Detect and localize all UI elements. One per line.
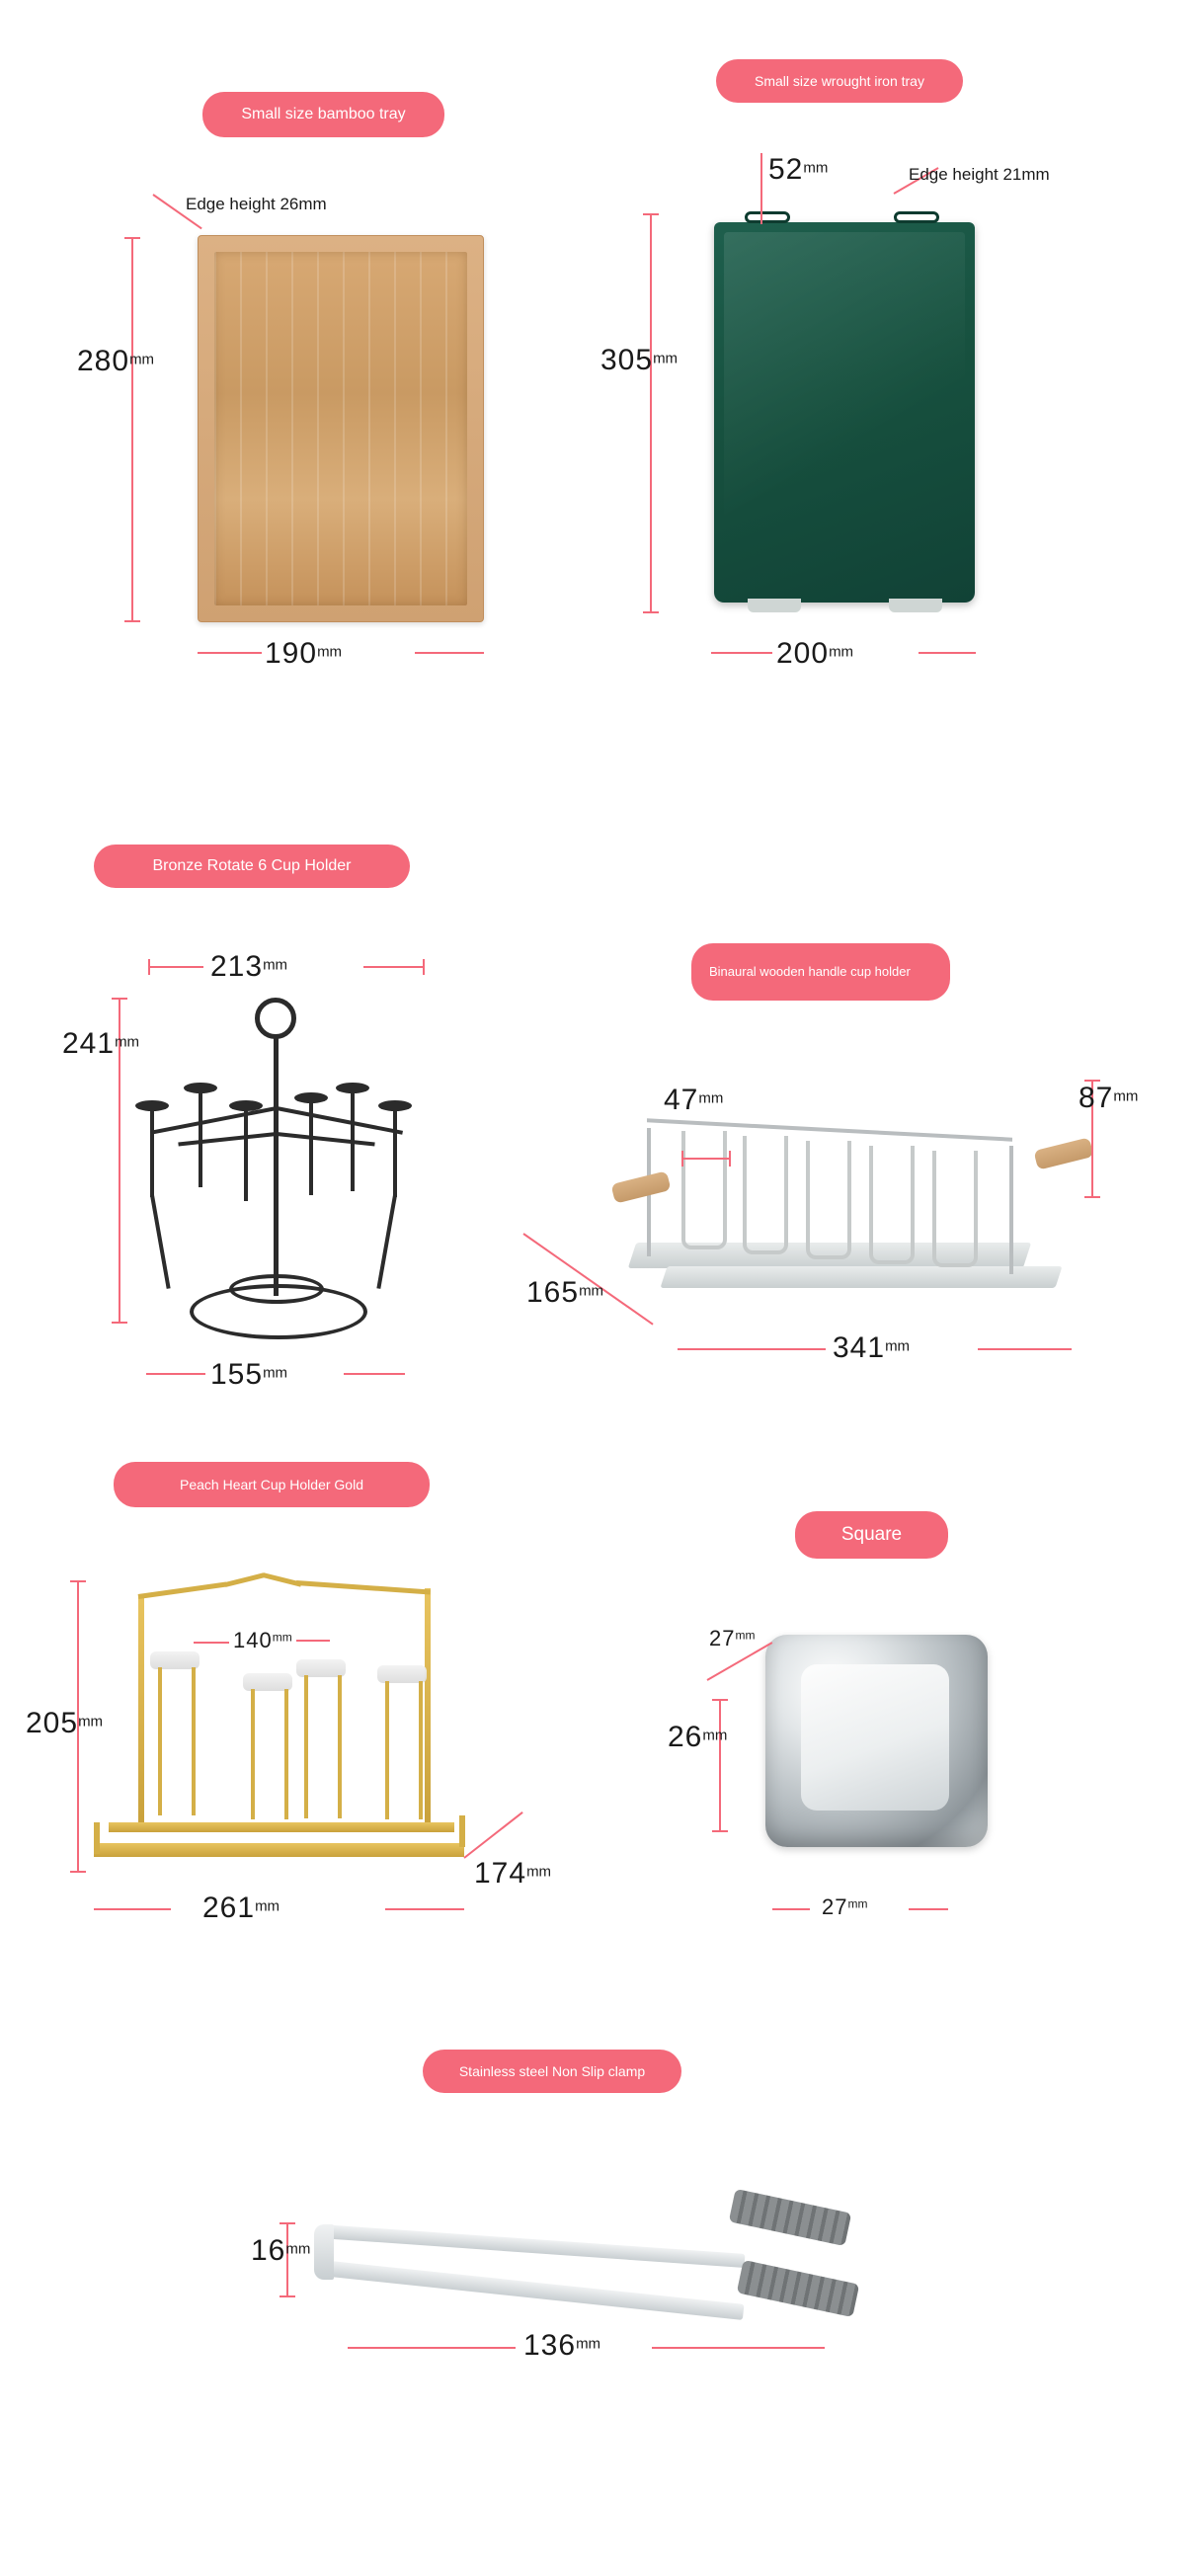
clamp-grip-upper [729, 2189, 851, 2246]
binaural-width-line-right [978, 1348, 1072, 1350]
bamboo-width-line-left [198, 652, 262, 654]
bronze-height-tick-bottom [112, 1322, 127, 1324]
peach-depth-text: 174mm [474, 1857, 552, 1890]
square-ice-cube-face [801, 1664, 949, 1811]
binaural-wire-slot-4 [869, 1146, 915, 1264]
bronze-cup-stem-4 [309, 1102, 313, 1195]
square-height-text: 26mm [668, 1721, 728, 1753]
bronze-top-width-tick-left [148, 959, 150, 975]
bronze-top-width-line-left [148, 966, 203, 968]
clamp-height-tick-top [280, 2222, 295, 2224]
bronze-arm-1 [150, 1106, 277, 1135]
bronze-base-width-line-left [146, 1373, 205, 1375]
peach-glass-stem-4a [385, 1681, 389, 1819]
peach-arch-top-left [138, 1581, 227, 1598]
bamboo-height-tick-top [124, 237, 140, 239]
square-height-line [719, 1699, 721, 1832]
iron-width-line-left [711, 652, 772, 654]
bronze-cup-stem-2 [199, 1092, 202, 1187]
peach-arch-peak-left [224, 1572, 264, 1587]
square-width-text: $27^{mm}$ [822, 1894, 868, 1919]
binaural-cup-width-line [681, 1158, 731, 1160]
peach-arch-right [425, 1588, 431, 1825]
binaural-frame-right-post [1009, 1146, 1013, 1274]
binaural-depth-text: 165mm [526, 1276, 604, 1309]
peach-glass-stem-3a [304, 1675, 308, 1818]
bronze-cup-stem-6 [393, 1110, 397, 1197]
peach-inner-width-line-left [194, 1642, 229, 1644]
iron-handle-text: 52mm [768, 153, 829, 186]
iron-tray-handle-left [745, 211, 790, 223]
bronze-top-width-tick-right [423, 959, 425, 975]
peach-depth-line [463, 1811, 522, 1859]
binaural-tray-plate-front [660, 1266, 1062, 1288]
peach-arch-top-right [296, 1580, 431, 1594]
binaural-wire-slot-1 [681, 1131, 727, 1249]
bronze-arm-4 [277, 1132, 375, 1146]
bronze-cup-stem-3 [244, 1110, 248, 1201]
label-peach-heart-holder: Peach Heart Cup Holder Gold [114, 1462, 430, 1507]
peach-glass-stem-4b [419, 1681, 423, 1819]
peach-glass-stem-2b [284, 1689, 288, 1819]
clamp-grip-lower [737, 2260, 859, 2317]
iron-handle-leader [760, 153, 762, 224]
iron-tray-foot-right [889, 599, 942, 612]
binaural-wood-handle-left [610, 1170, 671, 1203]
square-height-tick-top [712, 1699, 728, 1701]
bamboo-width-text: 190mm [265, 637, 343, 670]
bronze-cup-stem-1 [150, 1110, 154, 1197]
bronze-top-width-line-right [363, 966, 425, 968]
clamp-height-tick-bottom [280, 2295, 295, 2297]
peach-inner-width-text: $140^{mm}$ [233, 1628, 292, 1652]
bamboo-height-tick-bottom [124, 620, 140, 622]
clamp-arm-lower [320, 2260, 744, 2320]
square-thickness-text: $27^{mm}$ [709, 1626, 756, 1650]
label-bronze-holder: Bronze Rotate 6 Cup Holder [94, 845, 410, 888]
binaural-wood-handle-right [1033, 1137, 1093, 1169]
bronze-base-width-line-right [344, 1373, 405, 1375]
peach-width-text: 261mm [202, 1892, 280, 1924]
peach-arch-peak-right [262, 1572, 301, 1587]
square-ice-cube-image [765, 1635, 988, 1847]
bamboo-width-line-right [415, 652, 484, 654]
square-width-line-left [772, 1908, 810, 1910]
bronze-arm-2 [277, 1106, 403, 1135]
peach-base-side-right [459, 1815, 465, 1847]
binaural-cup-width-tick-left [681, 1151, 683, 1167]
iron-edge-text: Edge height 21mm [909, 165, 1050, 184]
binaural-wire-slot-2 [743, 1136, 788, 1254]
peach-arch-left [138, 1595, 144, 1827]
iron-tray-image [714, 222, 975, 603]
peach-inner-width-line-right [296, 1640, 330, 1642]
bamboo-height-line [131, 237, 133, 622]
bamboo-edge-text: Edge height 26mm [186, 195, 327, 213]
bronze-height-text: 241mm [62, 1027, 140, 1060]
label-bamboo-tray: Small size bamboo tray [202, 92, 444, 137]
clamp-hinge [314, 2224, 334, 2280]
bamboo-tray-surface [214, 252, 467, 605]
peach-glass-stem-1b [192, 1667, 196, 1815]
clamp-length-line-right [652, 2347, 825, 2349]
binaural-height-text: 87mm [1079, 1082, 1139, 1114]
label-binaural-holder: Binaural wooden handle cup holder [691, 943, 950, 1001]
binaural-wire-slot-5 [932, 1151, 978, 1267]
bamboo-tray-image [198, 235, 484, 622]
clamp-arm-upper [321, 2224, 746, 2268]
iron-width-line-right [919, 652, 976, 654]
bamboo-height-text: 280mm [77, 345, 155, 377]
binaural-cup-width-tick-right [729, 1151, 731, 1167]
label-square-ice-cube: Square [795, 1511, 948, 1559]
label-iron-tray: Small size wrought iron tray [716, 59, 963, 103]
clamp-length-text: 136mm [523, 2329, 601, 2362]
label-non-slip-clamp: Stainless steel Non Slip clamp [423, 2050, 681, 2093]
peach-height-text: 205mm [26, 1707, 104, 1739]
binaural-cup-width-text: 47mm [664, 1084, 724, 1116]
peach-width-line-left [94, 1908, 171, 1910]
iron-height-line [650, 213, 652, 613]
iron-height-tick-top [643, 213, 659, 215]
square-height-tick-bottom [712, 1830, 728, 1832]
binaural-width-text: 341mm [833, 1331, 911, 1364]
iron-tray-foot-left [748, 599, 801, 612]
bronze-support-right [376, 1195, 397, 1289]
binaural-width-line-left [678, 1348, 826, 1350]
bronze-base-inner-ring [229, 1274, 324, 1304]
clamp-height-text: 16mm [251, 2234, 311, 2267]
iron-width-text: 200mm [776, 637, 854, 670]
binaural-wire-slot-3 [806, 1141, 851, 1259]
iron-height-text: 305mm [600, 344, 679, 376]
square-width-line-right [909, 1908, 948, 1910]
bronze-center-post [274, 1037, 279, 1296]
bronze-height-tick-top [112, 998, 127, 1000]
iron-tray-handle-right [894, 211, 939, 223]
peach-width-line-right [385, 1908, 464, 1910]
bronze-top-ring [255, 998, 296, 1039]
clamp-length-line-left [348, 2347, 516, 2349]
binaural-height-tick-bottom [1084, 1196, 1100, 1198]
bronze-arm-3 [178, 1132, 277, 1146]
bronze-base-width-text: 155mm [210, 1358, 288, 1391]
iron-height-tick-bottom [643, 611, 659, 613]
bronze-cup-stem-5 [351, 1092, 355, 1191]
peach-glass-stem-1a [158, 1667, 162, 1815]
peach-base-side-left [94, 1822, 100, 1854]
bronze-support-left [150, 1195, 171, 1289]
peach-glass-stem-2a [251, 1689, 255, 1819]
peach-glass-stem-3b [338, 1675, 342, 1818]
peach-base-bottom [94, 1843, 464, 1857]
peach-height-tick-bottom [70, 1871, 86, 1873]
peach-base-top [109, 1822, 454, 1832]
peach-height-tick-top [70, 1580, 86, 1582]
bronze-top-width-text: 213mm [210, 950, 288, 983]
